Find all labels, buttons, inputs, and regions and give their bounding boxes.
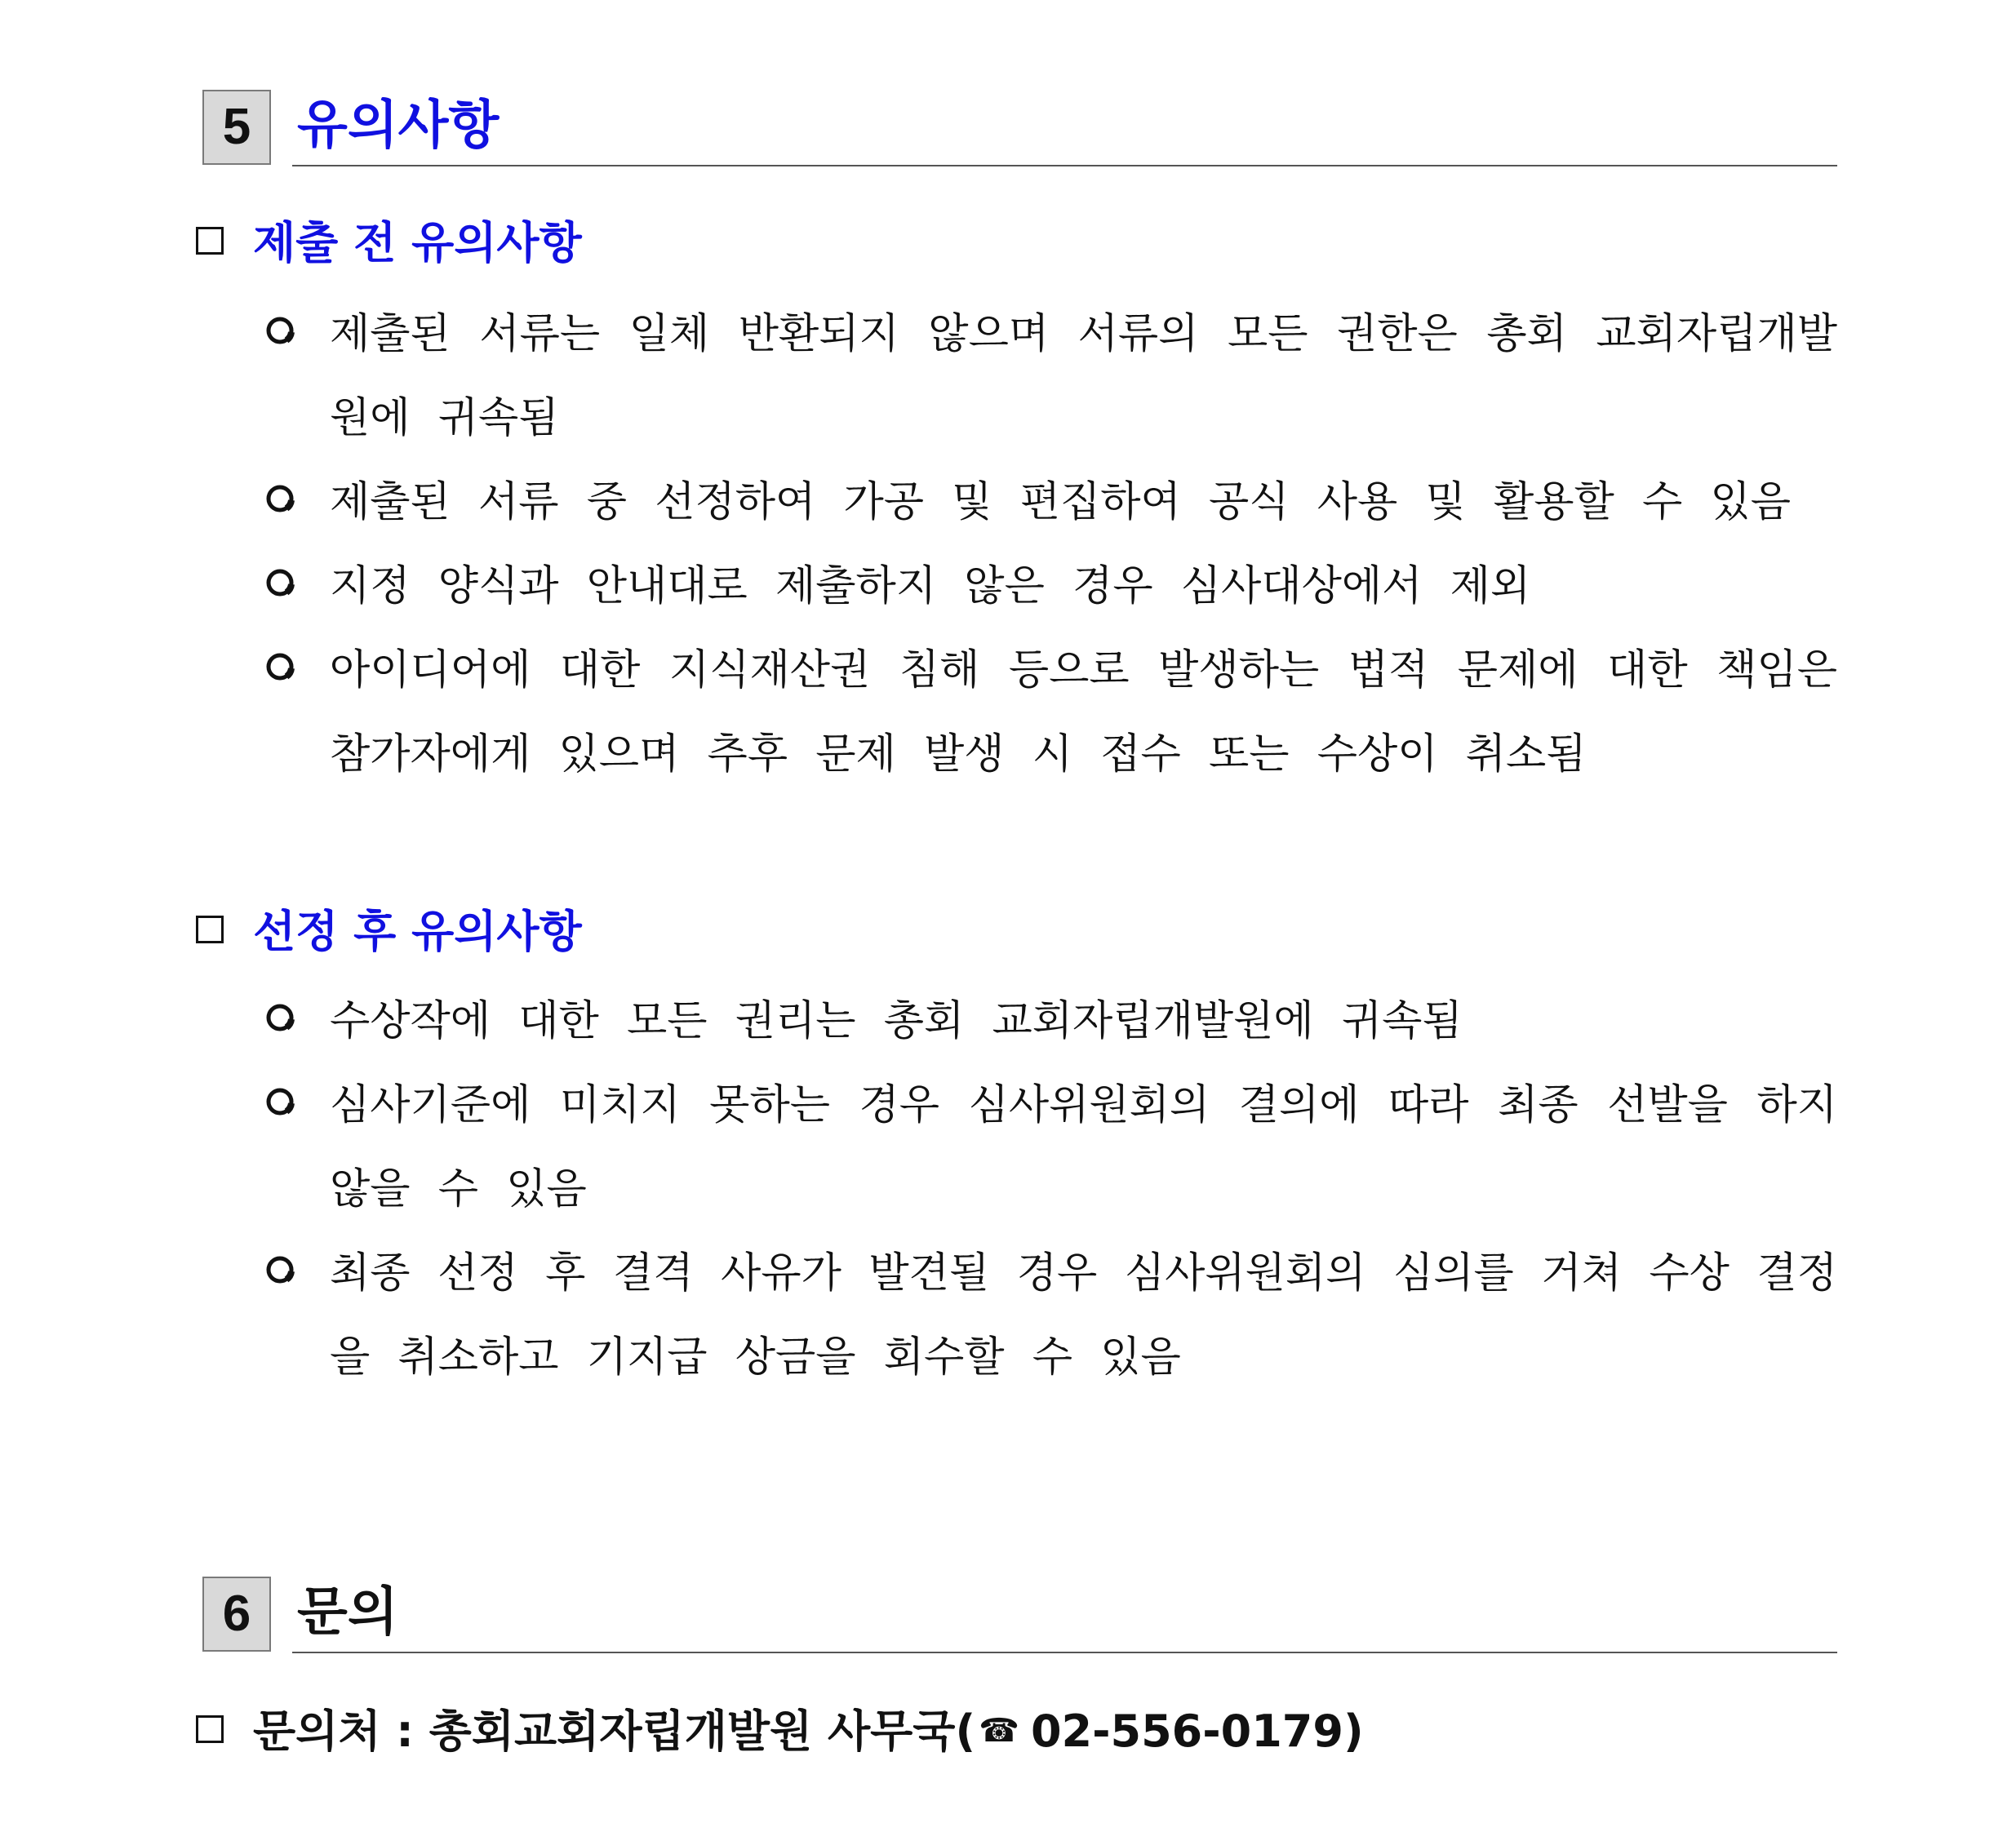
item-text-line: 을 취소하고 기지급 상금을 회수할 수 있음 — [330, 1333, 1181, 1382]
item-text-line: 참가자에게 있으며 추후 문제 발생 시 접수 또는 수상이 취소됨 — [330, 730, 1587, 778]
circle-bullet-icon — [264, 651, 299, 685]
circle-bullet-icon — [264, 1086, 299, 1120]
square-bullet-icon — [196, 916, 224, 943]
section-6-header — [202, 1577, 1837, 1653]
list-item — [264, 292, 1837, 460]
item-text-line: 지정 양식과 안내대로 제출하지 않은 경우 심사대상에서 제외 — [330, 562, 1531, 610]
section-title: 문의 — [297, 1582, 398, 1643]
list-item — [264, 628, 1837, 796]
item-text-line: 제출된 서류는 일체 반환되지 않으며 서류의 모든 권한은 총회 교회자립개발 — [330, 310, 1837, 358]
list-item — [264, 460, 1837, 544]
telephone-icon: ☎ — [979, 1712, 1019, 1750]
section-number: 5 — [202, 90, 271, 165]
circle-bullet-icon — [264, 1002, 299, 1036]
section-5-header — [202, 90, 1837, 166]
contact-label: 문의처 : 총회교회자립개발원 사무국( — [253, 1706, 976, 1757]
circle-bullet-icon — [264, 483, 299, 517]
item-text-line: 수상작에 대한 모든 권리는 총회 교회자립개발원에 귀속됨 — [330, 997, 1463, 1045]
circle-bullet-icon — [264, 1254, 299, 1289]
section-divider — [292, 1652, 1837, 1653]
list-item — [264, 1063, 1837, 1231]
square-bullet-icon — [196, 1715, 224, 1743]
section-title: 유의사항 — [297, 95, 500, 156]
contact-phone: 02-556-0179) — [1030, 1706, 1364, 1757]
section-divider — [292, 165, 1837, 166]
item-text-line: 최종 선정 후 결격 사유가 발견될 경우 심사위원회의 심의를 거쳐 수상 결정 — [330, 1249, 1837, 1297]
circle-bullet-icon — [264, 315, 299, 349]
section-number: 6 — [202, 1577, 271, 1652]
subheading-before-submission — [196, 211, 582, 276]
subheading-label: 선정 후 유의사항 — [253, 906, 582, 957]
list-item — [264, 1231, 1837, 1400]
item-text-line: 제출된 서류 중 선정하여 가공 및 편집하여 공식 사용 및 활용할 수 있음 — [330, 478, 1791, 526]
item-text-line: 심사기준에 미치지 못하는 경우 심사위원회의 결의에 따라 최종 선발을 하지 — [330, 1081, 1837, 1129]
subheading-label: 제출 전 유의사항 — [253, 217, 582, 268]
square-bullet-icon — [196, 227, 224, 255]
item-text-line: 원에 귀속됨 — [330, 394, 559, 442]
list-item — [264, 544, 1837, 628]
circle-bullet-icon — [264, 567, 299, 601]
subheading-after-selection — [196, 899, 582, 965]
contact-line — [196, 1699, 1364, 1764]
item-text-line: 않을 수 있음 — [330, 1165, 587, 1213]
list-item — [264, 979, 1837, 1063]
item-text-line: 아이디어에 대한 지식재산권 침해 등으로 발생하는 법적 문제에 대한 책임은 — [330, 646, 1837, 694]
